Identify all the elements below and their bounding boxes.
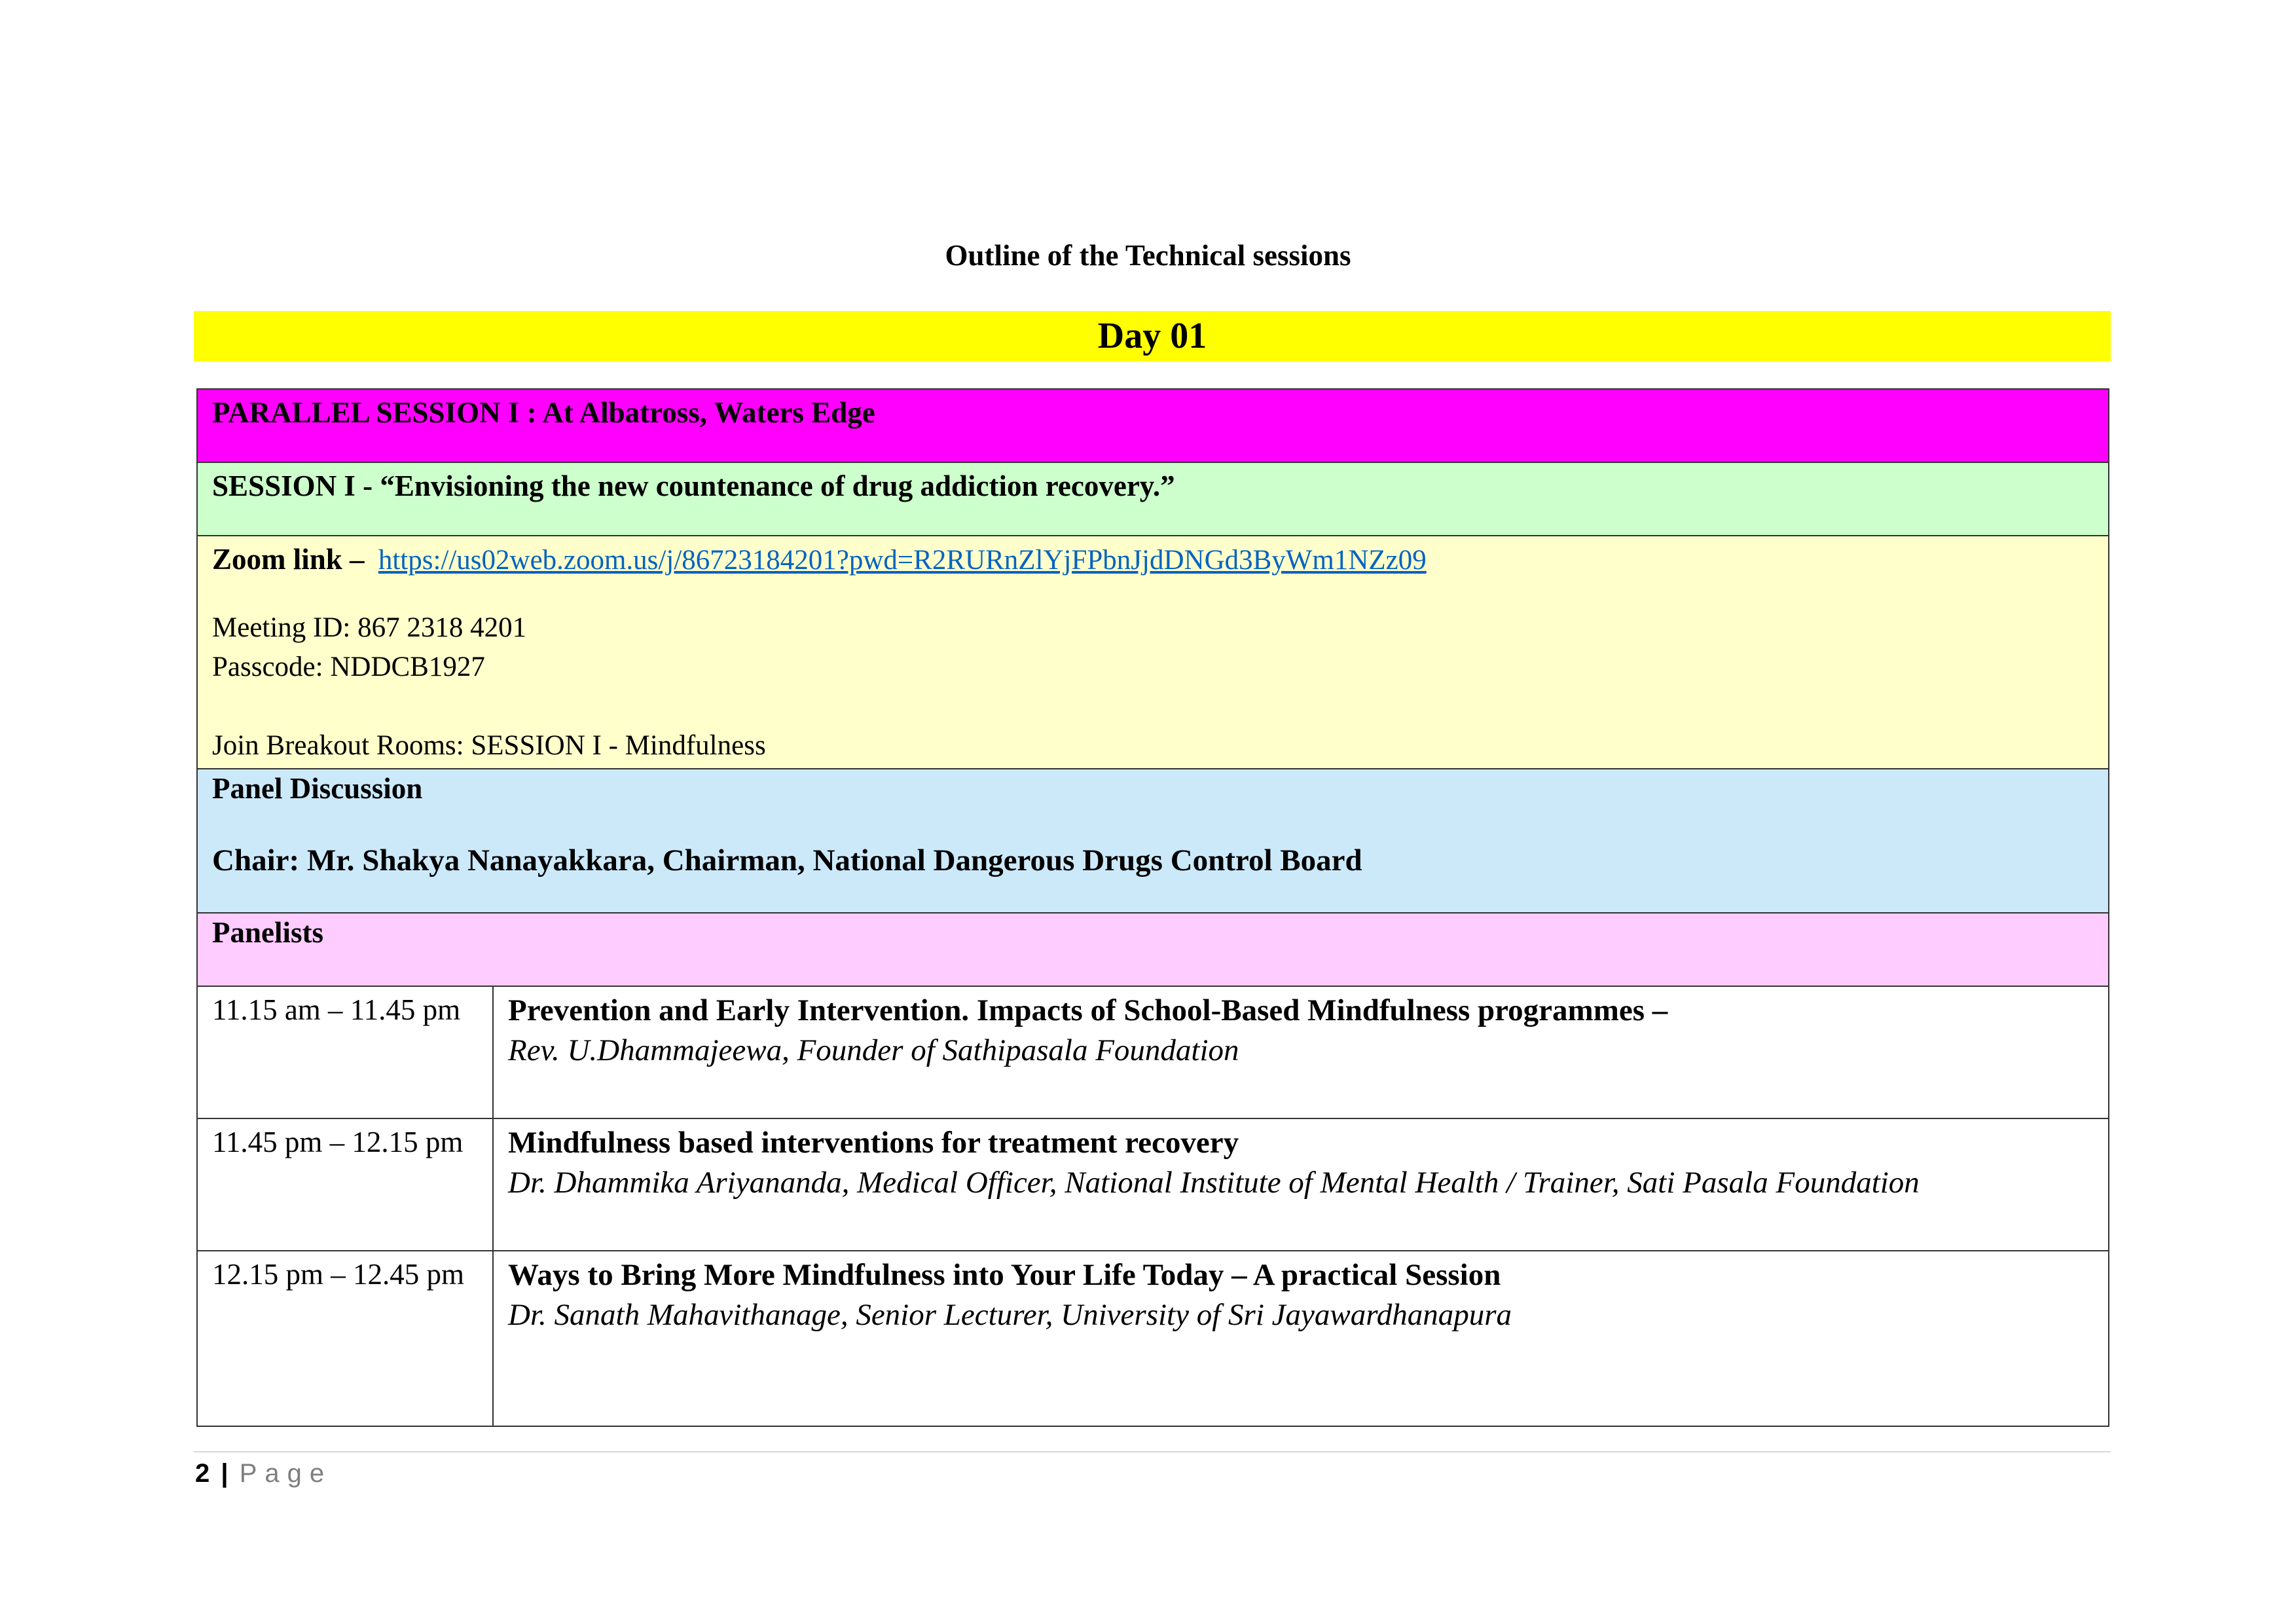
panelists-cell (197, 913, 2109, 986)
meeting-id: Meeting ID: 867 2318 4201 (212, 612, 527, 643)
schedule-row (197, 1251, 2109, 1426)
zoom-link-label: Zoom link – (212, 543, 365, 576)
zoom-link[interactable]: https://us02web.zoom.us/j/86723184201?pwd=R2RURnZlYjFPbnJjdDNGd3ByWm1NZz09 (378, 545, 1427, 576)
talk-title: Mindfulness based interventions for treatment recovery (508, 1126, 1239, 1160)
slot-time: 12.15 pm – 12.45 pm (212, 1258, 465, 1291)
footer-divider (194, 1451, 2111, 1452)
talk-cell (493, 1251, 2109, 1426)
panel-discussion-title: Panel Discussion (212, 772, 423, 805)
parallel-session-label: PARALLEL SESSION I : At Albatross, Waters Edge (212, 396, 875, 429)
talk-cell (493, 986, 2109, 1118)
talk-speaker: Rev. U.Dhammajeewa, Founder of Sathipasala Foundation (508, 1033, 1239, 1067)
session-name-row (197, 462, 2109, 536)
zoom-details-cell (197, 536, 2109, 769)
time-cell (197, 1251, 493, 1426)
document-title: Outline of the Technical sessions (945, 239, 1351, 272)
day-banner: Day 01 (194, 311, 2111, 361)
time-cell (197, 986, 493, 1118)
slot-time: 11.45 pm – 12.15 pm (212, 1126, 464, 1158)
meeting-credentials (212, 608, 2094, 687)
session-name: SESSION I - “Envisioning the new countenance of drug addiction recovery.” (212, 470, 1175, 502)
talk-speaker: Dr. Dhammika Ariyananda, Medical Officer, National Institute of Mental Health / Trainer, Sati Pasala Foundation (508, 1166, 1920, 1200)
zoom-details-row (197, 536, 2109, 769)
session-name-cell (197, 462, 2109, 536)
panelists-label: Panelists (212, 916, 324, 949)
schedule-row (197, 986, 2109, 1118)
zoom-link-line (212, 536, 2094, 578)
page-footer (195, 1455, 332, 1492)
panel-discussion-cell (197, 769, 2109, 913)
panel-discussion-row (197, 769, 2109, 913)
slot-time: 11.15 am – 11.45 pm (212, 993, 461, 1026)
schedule-row (197, 1118, 2109, 1251)
panelists-row (197, 913, 2109, 986)
talk-title: Prevention and Early Intervention. Impacts of School-Based Mindfulness programmes – (508, 993, 1668, 1027)
talk-cell (493, 1118, 2109, 1251)
time-cell (197, 1118, 493, 1251)
page-separator: | (221, 1459, 228, 1488)
breakout-room: Join Breakout Rooms: SESSION I - Mindfulness (212, 730, 766, 761)
talk-speaker: Dr. Sanath Mahavithanage, Senior Lecturer, University of Sri Jayawardhanapura (508, 1298, 1512, 1332)
page-word: Page (239, 1459, 333, 1488)
talk-title: Ways to Bring More Mindfulness into Your Life Today – A practical Session (508, 1258, 1501, 1292)
session-table (196, 388, 2109, 1427)
parallel-session-row (197, 389, 2109, 462)
passcode: Passcode: NDDCB1927 (212, 652, 485, 682)
parallel-session-cell (197, 389, 2109, 462)
panel-chair: Chair: Mr. Shakya Nanayakkara, Chairman, National Dangerous Drugs Control Board (212, 843, 1362, 877)
page-number: 2 (195, 1459, 210, 1488)
